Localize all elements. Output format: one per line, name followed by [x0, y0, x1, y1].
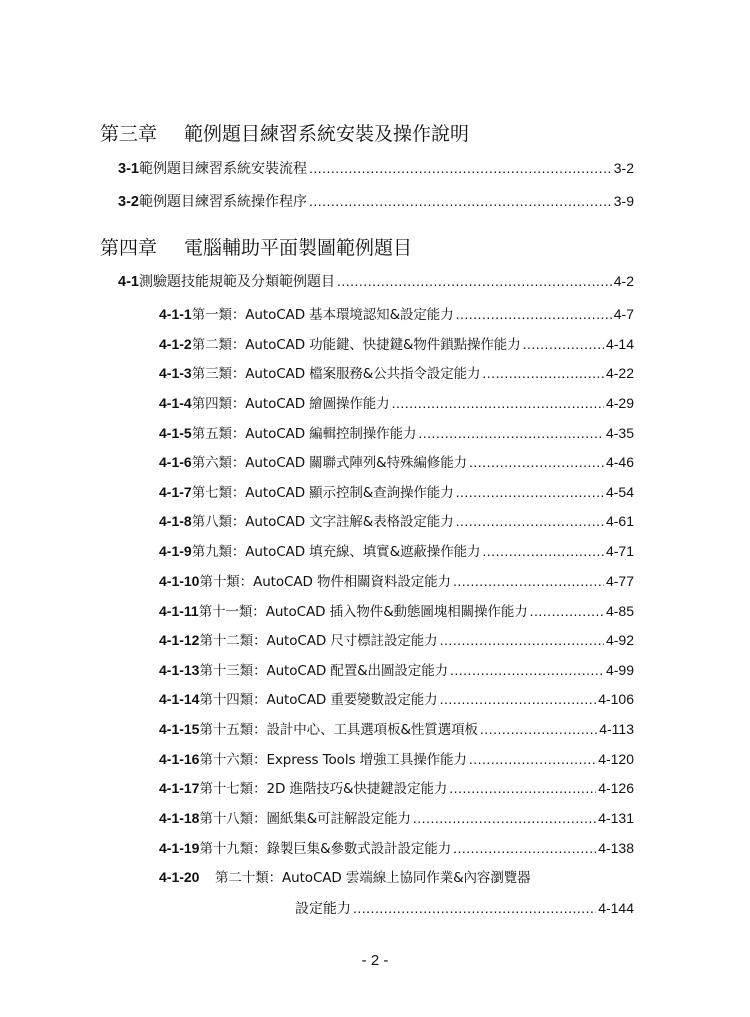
leader-dots: [456, 510, 604, 532]
subsection-title: 第十四類：AutoCAD 重要變數設定能力: [199, 692, 438, 708]
toc-entry-4-1-7[interactable]: [159, 481, 634, 503]
subsection-title: 第五類：AutoCAD 編輯控制操作能力: [191, 426, 417, 442]
page-ref: 4-126: [598, 780, 634, 796]
toc-entry-4-1-20-continuation[interactable]: [295, 897, 634, 919]
leader-dots: [469, 451, 604, 473]
page-ref: 4-106: [598, 691, 634, 707]
toc-entry-4-1-2[interactable]: [159, 333, 634, 355]
toc-entry-4-1-20[interactable]: [159, 866, 634, 888]
page-ref: 4-144: [598, 900, 634, 916]
subsection-title: 第十一類：AutoCAD 插入物件&動態圖塊相關操作能力: [198, 604, 528, 620]
subsection-title: 第八類：AutoCAD 文字註解&表格設定能力: [191, 514, 454, 530]
section-title: 測驗題技能規範及分類範例題目: [138, 274, 335, 290]
toc-entry-4-1-1[interactable]: [159, 303, 634, 325]
leader-dots: [449, 777, 596, 799]
chapter-heading-4: [100, 236, 412, 260]
section-title: 範例題目練習系統安裝流程: [138, 161, 307, 177]
subsection-title: 第一類：AutoCAD 基本環境認知&設定能力: [191, 307, 454, 323]
subsection-title: 第十類：AutoCAD 物件相關資料設定能力: [199, 574, 451, 590]
subsection-title: 第十三類：AutoCAD 配置&出圖設定能力: [199, 663, 448, 679]
subsection-number: 4-1-3: [159, 365, 192, 381]
subsection-number: 4-1-10: [159, 573, 200, 589]
subsection-number: 4-1-8: [159, 513, 192, 529]
subsection-title: 第二十類：AutoCAD 雲端線上協同作業&內容瀏覽器: [215, 870, 531, 886]
leader-dots: [440, 629, 604, 651]
leader-dots: [392, 392, 604, 414]
page-ref: 4-120: [598, 751, 634, 767]
subsection-number: 4-1-12: [159, 632, 200, 648]
page-number: - 2 -: [361, 952, 389, 969]
toc-entry-4-1-4[interactable]: [159, 392, 634, 414]
leader-dots: [440, 688, 597, 710]
toc-entry-4-1-18[interactable]: [159, 807, 634, 829]
subsection-number: 4-1-15: [159, 721, 200, 737]
subsection-title: 第九類：AutoCAD 填充線、填實&遮蔽操作能力: [191, 544, 481, 560]
leader-dots: [309, 190, 612, 212]
subsection-number: 4-1-2: [159, 336, 192, 352]
subsection-number: 4-1-1: [159, 306, 192, 322]
subsection-title: 第十七類：2D 進階技巧&快捷鍵設定能力: [199, 781, 448, 797]
toc-entry-4-1-19[interactable]: [159, 837, 634, 859]
toc-entry-4-1-5[interactable]: [159, 422, 634, 444]
page-ref: 4-77: [605, 573, 634, 589]
leader-dots: [480, 718, 597, 740]
chapter-title: 範例題目練習系統安裝及操作說明: [184, 123, 470, 145]
subsection-title: 第二類：AutoCAD 功能鍵、快捷鍵&物件鎖點操作能力: [191, 337, 521, 353]
chapter-title: 電腦輔助平面製圖範例題目: [184, 237, 413, 259]
leader-dots: [482, 362, 604, 384]
leader-dots: [337, 270, 612, 292]
section-number: 3-1: [118, 161, 139, 177]
page-ref: 4-14: [605, 336, 634, 352]
chapter-number: 第三章: [100, 123, 158, 145]
subsection-number: 4-1-7: [159, 484, 192, 500]
subsection-title-continuation: 設定能力: [295, 901, 351, 917]
toc-entry-4-1-17[interactable]: [159, 777, 634, 799]
page-ref: 4-99: [605, 662, 634, 678]
leader-dots: [456, 303, 612, 325]
subsection-number: 4-1-19: [159, 840, 200, 856]
toc-entry-4-1-13[interactable]: [159, 659, 634, 681]
subsection-title: 第三類：AutoCAD 檔案服務&公共指令設定能力: [191, 366, 481, 382]
page-ref: 3-2: [613, 160, 634, 176]
leader-dots: [469, 748, 596, 770]
leader-dots: [530, 600, 604, 622]
page-ref: 3-9: [613, 193, 634, 209]
toc-entry-4-1-16[interactable]: [159, 748, 634, 770]
subsection-number: 4-1-14: [159, 691, 200, 707]
page-ref: 4-71: [605, 543, 634, 559]
chapter-number: 第四章: [100, 237, 158, 259]
leader-dots: [353, 897, 596, 919]
page-ref: 4-7: [613, 306, 634, 322]
leader-dots: [418, 422, 604, 444]
subsection-number: 4-1-6: [159, 454, 192, 470]
toc-entry-3-1[interactable]: [118, 157, 634, 179]
page-ref: 4-2: [613, 273, 634, 289]
subsection-title: 第十六類：Express Tools 增強工具操作能力: [199, 752, 467, 768]
page-ref: 4-54: [605, 484, 634, 500]
subsection-title: 第七類：AutoCAD 顯示控制&查詢操作能力: [191, 485, 454, 501]
toc-entry-3-2[interactable]: [118, 190, 634, 212]
chapter-heading-3: [100, 122, 469, 146]
subsection-number: 4-1-16: [159, 751, 200, 767]
section-number: 3-2: [118, 194, 139, 210]
page-ref: 4-92: [605, 632, 634, 648]
page-ref: 4-138: [598, 840, 634, 856]
toc-entry-4-1-3[interactable]: [159, 362, 634, 384]
leader-dots: [413, 807, 596, 829]
leader-dots: [453, 837, 596, 859]
subsection-title: 第四類：AutoCAD 繪圖操作能力: [191, 396, 390, 412]
leader-dots: [453, 570, 604, 592]
toc-entry-4-1-11[interactable]: [159, 600, 634, 622]
page-ref: 4-113: [599, 721, 634, 737]
toc-entry-4-1-8[interactable]: [159, 510, 634, 532]
subsection-title: 第十八類：圖紙集&可註解設定能力: [199, 811, 411, 827]
subsection-title: 第十二類：AutoCAD 尺寸標註設定能力: [199, 633, 438, 649]
page-ref: 4-35: [605, 425, 634, 441]
subsection-number: 4-1-20: [159, 869, 200, 885]
page-ref: 4-85: [605, 603, 634, 619]
page-ref: 4-22: [605, 365, 634, 381]
leader-dots: [482, 540, 604, 562]
leader-dots: [450, 659, 604, 681]
toc-entry-4-1-14[interactable]: [159, 688, 634, 710]
page-ref: 4-29: [605, 395, 634, 411]
leader-dots: [456, 481, 604, 503]
subsection-number: 4-1-18: [159, 810, 200, 826]
subsection-number: 4-1-13: [159, 662, 200, 678]
subsection-number: 4-1-11: [159, 603, 199, 619]
toc-entry-4-1[interactable]: [118, 270, 634, 292]
toc-entry-4-1-10[interactable]: [159, 570, 634, 592]
section-number: 4-1: [118, 274, 139, 290]
subsection-number: 4-1-4: [159, 395, 192, 411]
toc-entry-4-1-6[interactable]: [159, 451, 634, 473]
subsection-title: 第六類：AutoCAD 關聯式陣列&特殊編修能力: [191, 455, 468, 471]
toc-entry-4-1-12[interactable]: [159, 629, 634, 651]
leader-dots: [523, 333, 604, 355]
subsection-number: 4-1-17: [159, 780, 200, 796]
page-ref: 4-131: [598, 810, 634, 826]
toc-entry-4-1-15[interactable]: [159, 718, 634, 740]
subsection-number: 4-1-9: [159, 543, 192, 559]
leader-dots: [309, 157, 612, 179]
subsection-title: 第十五類：設計中心、工具選項板&性質選項板: [199, 722, 478, 738]
toc-entry-4-1-9[interactable]: [159, 540, 634, 562]
page-ref: 4-46: [605, 454, 634, 470]
section-title: 範例題目練習系統操作程序: [138, 194, 307, 210]
page-ref: 4-61: [605, 513, 634, 529]
subsection-title: 第十九類：錄製巨集&參數式設計設定能力: [199, 841, 452, 857]
subsection-number: 4-1-5: [159, 425, 192, 441]
